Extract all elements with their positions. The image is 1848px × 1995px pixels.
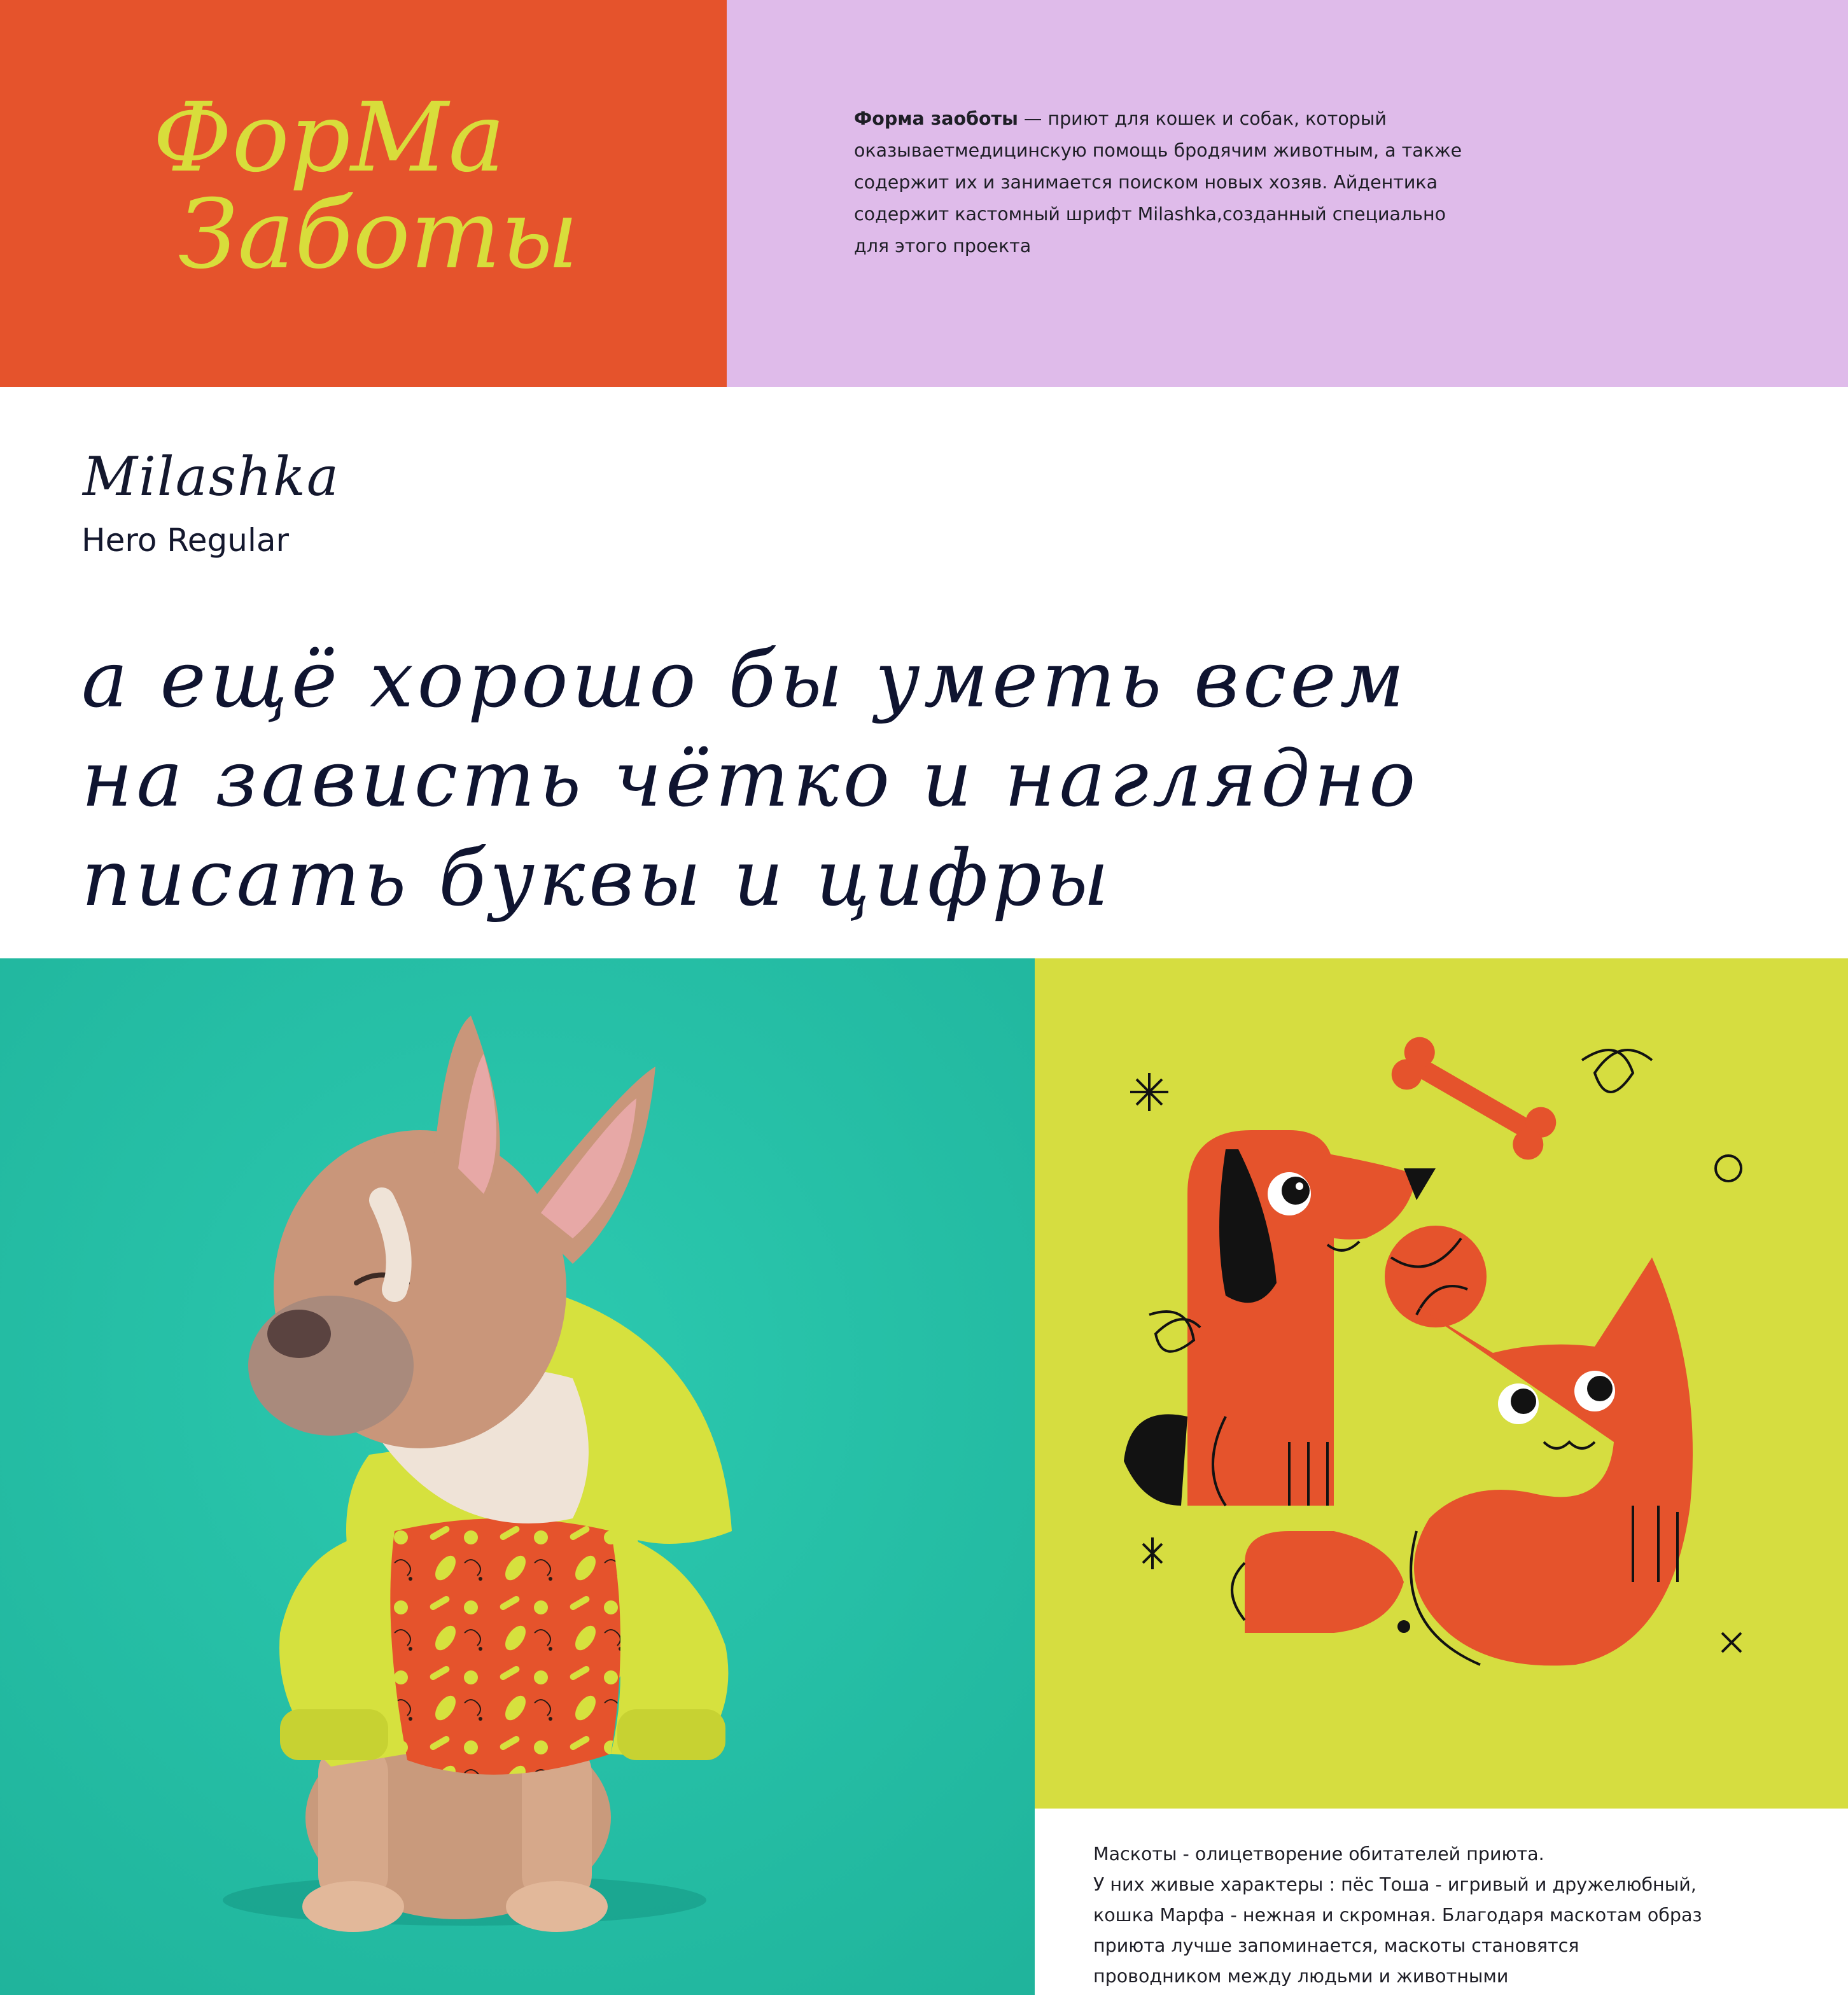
intro-line: — приют для кошек и собак, который [1018, 108, 1387, 129]
caption-line: кошка Марфа - нежная и скромная. Благодаря маскотам образ [1093, 1905, 1702, 1926]
caption-line: У них живые характеры : пёс Тоша - игривый и дружелюбный, [1093, 1874, 1697, 1895]
specimen-line: писать буквы и цифры [81, 833, 1113, 923]
logo-line1: ФорМа [153, 83, 505, 193]
logo-line2: Заботы [178, 179, 579, 290]
intro-brand: Форма заоботы [854, 108, 1018, 129]
dog-illustration [0, 958, 1035, 1995]
font-name: Milashka [83, 445, 340, 508]
intro-text [854, 103, 1490, 262]
logo-panel [0, 0, 727, 387]
intro-line: для этого проекта [854, 235, 1032, 256]
logo-mark [0, 0, 727, 387]
specimen-line: а ещё хорошо бы уметь всем [81, 634, 1408, 725]
mascot-illustration [1035, 958, 1848, 1809]
caption-line: Маскоты - олицетворение обитателей приюта. [1093, 1844, 1544, 1865]
dog-photo [0, 958, 1035, 1995]
mascot-caption [1093, 1839, 1793, 1992]
font-style: Hero Regular [81, 522, 290, 559]
caption-line: приюта лучше запоминается, маскоты становятся [1093, 1935, 1579, 1956]
intro-line: оказываетмедицинскую помощь бродячим животным, а также [854, 140, 1462, 161]
intro-line: содержит их и занимается поиском новых хозяв. Айдентика [854, 172, 1438, 193]
mascot-panel [1035, 958, 1848, 1809]
intro-panel [727, 0, 1848, 387]
font-specimen [81, 630, 1672, 928]
caption-line: проводником между людьми и животными [1093, 1966, 1509, 1987]
specimen-line: на зависть чётко и наглядно [81, 734, 1420, 824]
intro-line: содержит кастомный шрифт Milashka,созданный специально [854, 204, 1446, 225]
